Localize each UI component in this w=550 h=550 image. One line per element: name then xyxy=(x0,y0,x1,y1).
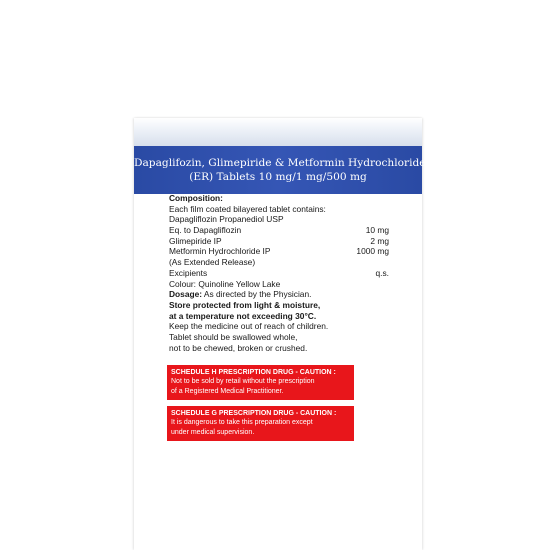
schedule-g-warning-text: under medical supervision. xyxy=(171,428,255,436)
ingredient-row-glimepiride xyxy=(169,236,409,247)
schedule-h-warning-box xyxy=(167,365,354,400)
medicine-carton-panel xyxy=(134,118,426,550)
excipients-row xyxy=(169,268,409,279)
schedule-g-warning-box xyxy=(167,406,354,441)
composition-heading: Composition: xyxy=(169,193,223,203)
ingredient-glimepiride: Glimepiride IP xyxy=(169,235,222,246)
product-name-banner xyxy=(134,146,426,194)
instruction-line: Tablet should be swallowed whole, xyxy=(169,331,298,342)
ingredient-dapagliflozin: Dapagliflozin Propanediol USP xyxy=(169,214,284,225)
ingredient-glimepiride-dose: 2 mg xyxy=(370,235,389,246)
instruction-line: Keep the medicine out of reach of children. xyxy=(169,321,329,332)
ingredient-dapagliflozin-eq: Eq. to Dapagliflozin xyxy=(169,225,242,236)
ingredient-metformin-note: (As Extended Release) xyxy=(169,257,256,268)
composition-intro: Each film coated bilayered tablet contains: xyxy=(169,203,326,214)
instruction-line: not to be chewed, broken or crushed. xyxy=(169,342,308,353)
schedule-h-warning-text: Not to be sold by retail without the prescription xyxy=(171,378,315,386)
ingredient-metformin: Metformin Hydrochloride IP xyxy=(169,246,271,257)
storage-line2: at a temperature not exceeding 30°C. xyxy=(169,310,317,321)
product-name-line1: Dapaglifozin, Glimepiride & Metformin Hydrochloride xyxy=(134,157,426,169)
ingredient-row-metformin xyxy=(169,246,409,257)
dosage-text: As directed by the Physician. xyxy=(202,289,312,300)
schedule-h-warning-text: of a Registered Medical Practitioner. xyxy=(171,387,284,395)
ingredient-row-dapagliflozin xyxy=(169,225,409,236)
schedule-g-warning-text: It is dangerous to take this preparation except xyxy=(171,419,313,427)
storage-line1: Store protected from light & moisture, xyxy=(169,299,321,310)
excipients-label: Excipients xyxy=(169,267,208,278)
dosage-label: Dosage: xyxy=(169,289,203,300)
schedule-h-warning-title: SCHEDULE H PRESCRIPTION DRUG - CAUTION : xyxy=(171,369,336,376)
composition-block xyxy=(169,193,409,353)
colour-line: Colour: Quinoline Yellow Lake xyxy=(169,278,281,289)
ingredient-metformin-dose: 1000 mg xyxy=(356,246,389,257)
ingredient-dapagliflozin-dose: 10 mg xyxy=(365,225,389,236)
dosage-line xyxy=(169,289,409,300)
product-name-line2: (ER) Tablets 10 mg/1 mg/500 mg xyxy=(189,171,367,183)
carton-top-band xyxy=(134,118,422,146)
excipients-dose: q.s. xyxy=(375,267,389,278)
schedule-g-warning-title: SCHEDULE G PRESCRIPTION DRUG - CAUTION : xyxy=(171,410,337,417)
